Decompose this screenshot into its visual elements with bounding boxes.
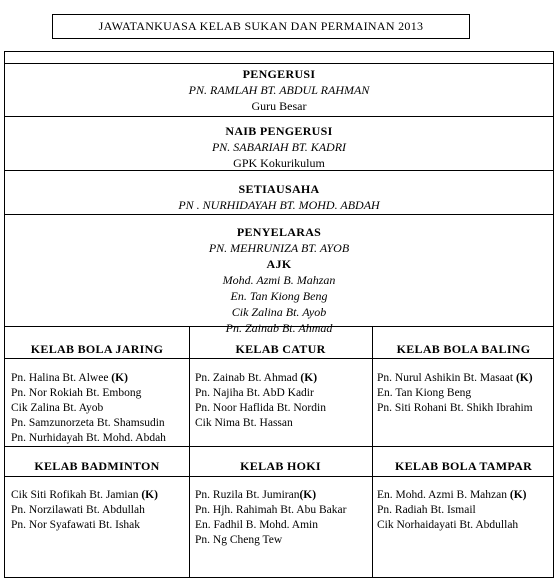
pengerusi-role: PENGERUSI [242,67,316,81]
club-members [377,488,526,533]
member-row [195,386,326,401]
member-row [11,431,166,446]
divider [5,476,553,477]
club-name: KELAB CATUR [235,342,326,356]
member-name: En. Mohd. Azmi B. Mahzan [377,489,507,501]
penyelaras-name: PN. MEHRUNIZA BT. AYOB [208,241,350,255]
member-row [195,401,326,416]
club-name: KELAB BADMINTON [34,459,160,473]
setiausaha-section [5,181,553,213]
member-name: Pn. Ng Cheng Tew [195,534,283,546]
naib-post: GPK Kokurikulum [233,156,325,170]
member-name: Pn. Nurhidayah Bt. Mohd. Abdah [11,432,166,444]
member-row [11,371,166,386]
member-row [11,488,158,503]
member-row [377,371,533,386]
divider [5,214,553,215]
member-row [11,503,158,518]
clubs-row-1 [5,326,553,446]
member-name: Pn. Halina Bt. Alwee [11,372,109,384]
ajk-member: Mohd. Azmi B. Mahzan [222,273,336,287]
club-members [195,371,326,431]
ajk-member: Cik Zalina Bt. Ayob [231,305,327,319]
member-name: En. Fadhil B. Mohd. Amin [195,519,318,531]
pengerusi-post: Guru Besar [251,99,307,113]
member-row [377,503,526,518]
member-row [11,416,166,431]
ajk-member: Pn. Zainab Bt. Ahmad [225,321,333,335]
page-title: JAWATANKUASA KELAB SUKAN DAN PERMAINAN 2013 [52,14,470,39]
member-name: Cik Norhaidayati Bt. Abdullah [377,519,519,531]
member-name: Pn. Zainab Bt. Ahmad [195,372,298,384]
naib-section [5,123,553,171]
member-name: Pn. Hjh. Rahimah Bt. Abu Bakar [195,504,347,516]
member-row [195,533,346,548]
naib-role: NAIB PENGERUSI [225,124,333,138]
member-row [377,401,533,416]
pengerusi-section [5,66,553,114]
member-row [195,488,346,503]
setiausaha-role: SETIAUSAHA [238,182,320,196]
member-name: Pn. Ruzila Bt. Jumiran [195,489,300,501]
ketua-marker: (K) [509,489,527,501]
member-row [377,488,526,503]
ketua-marker: (K) [515,372,533,384]
club-members [195,488,346,548]
club-members [11,488,158,533]
member-name: Pn. Samzunorzeta Bt. Shamsudin [11,417,165,429]
member-name: Pn. Noor Haflida Bt. Nordin [195,402,326,414]
ketua-marker: (K) [111,372,128,384]
member-row [377,386,533,401]
club-members [11,371,166,446]
member-name: En. Tan Kiong Beng [377,387,472,399]
pengerusi-name: PN. RAMLAH BT. ABDUL RAHMAN [188,83,370,97]
member-name: Cik Siti Rofikah Bt. Jamian [11,489,139,501]
club-name: KELAB HOKI [240,459,321,473]
member-name: Pn. Nor Rokiah Bt. Embong [11,387,142,399]
member-name: Pn. Nurul Ashikin Bt. Masaat [377,372,514,384]
ajk-role: AJK [266,257,292,271]
member-row [195,518,346,533]
member-row [11,386,166,401]
penyelaras-role: PENYELARAS [236,225,322,239]
member-row [195,503,346,518]
member-row [377,518,526,533]
committee-table [4,51,554,578]
member-row [195,416,326,431]
member-name: Pn. Siti Rohani Bt. Shikh Ibrahim [377,402,533,414]
member-name: Cik Zalina Bt. Ayob [11,402,104,414]
member-name: Pn. Norzilawati Bt. Abdullah [11,504,145,516]
divider [5,358,553,359]
ketua-marker: (K) [141,489,158,501]
clubs-row-2 [5,446,553,577]
divider [5,116,553,117]
club-name: KELAB BOLA TAMPAR [394,459,533,473]
ketua-marker: (K) [300,372,318,384]
ajk-member: En. Tan Kiong Beng [230,289,328,303]
member-name: Pn. Najiha Bt. AbD Kadir [195,387,314,399]
setiausaha-name: PN . NURHIDAYAH BT. MOHD. ABDAH [178,198,380,212]
ketua-marker: (K) [299,489,317,501]
divider [5,63,553,64]
club-name: KELAB BOLA BALING [396,342,531,356]
member-name: Cik Nima Bt. Hassan [195,417,293,429]
club-name: KELAB BOLA JARING [30,342,164,356]
member-row [195,371,326,386]
member-row [11,518,158,533]
member-name: Pn. Nor Syafawati Bt. Ishak [11,519,141,531]
member-row [11,401,166,416]
naib-name: PN. SABARIAH BT. KADRI [211,140,347,154]
member-name: Pn. Radiah Bt. Ismail [377,504,476,516]
club-members [377,371,533,416]
penyelaras-section [5,224,553,336]
